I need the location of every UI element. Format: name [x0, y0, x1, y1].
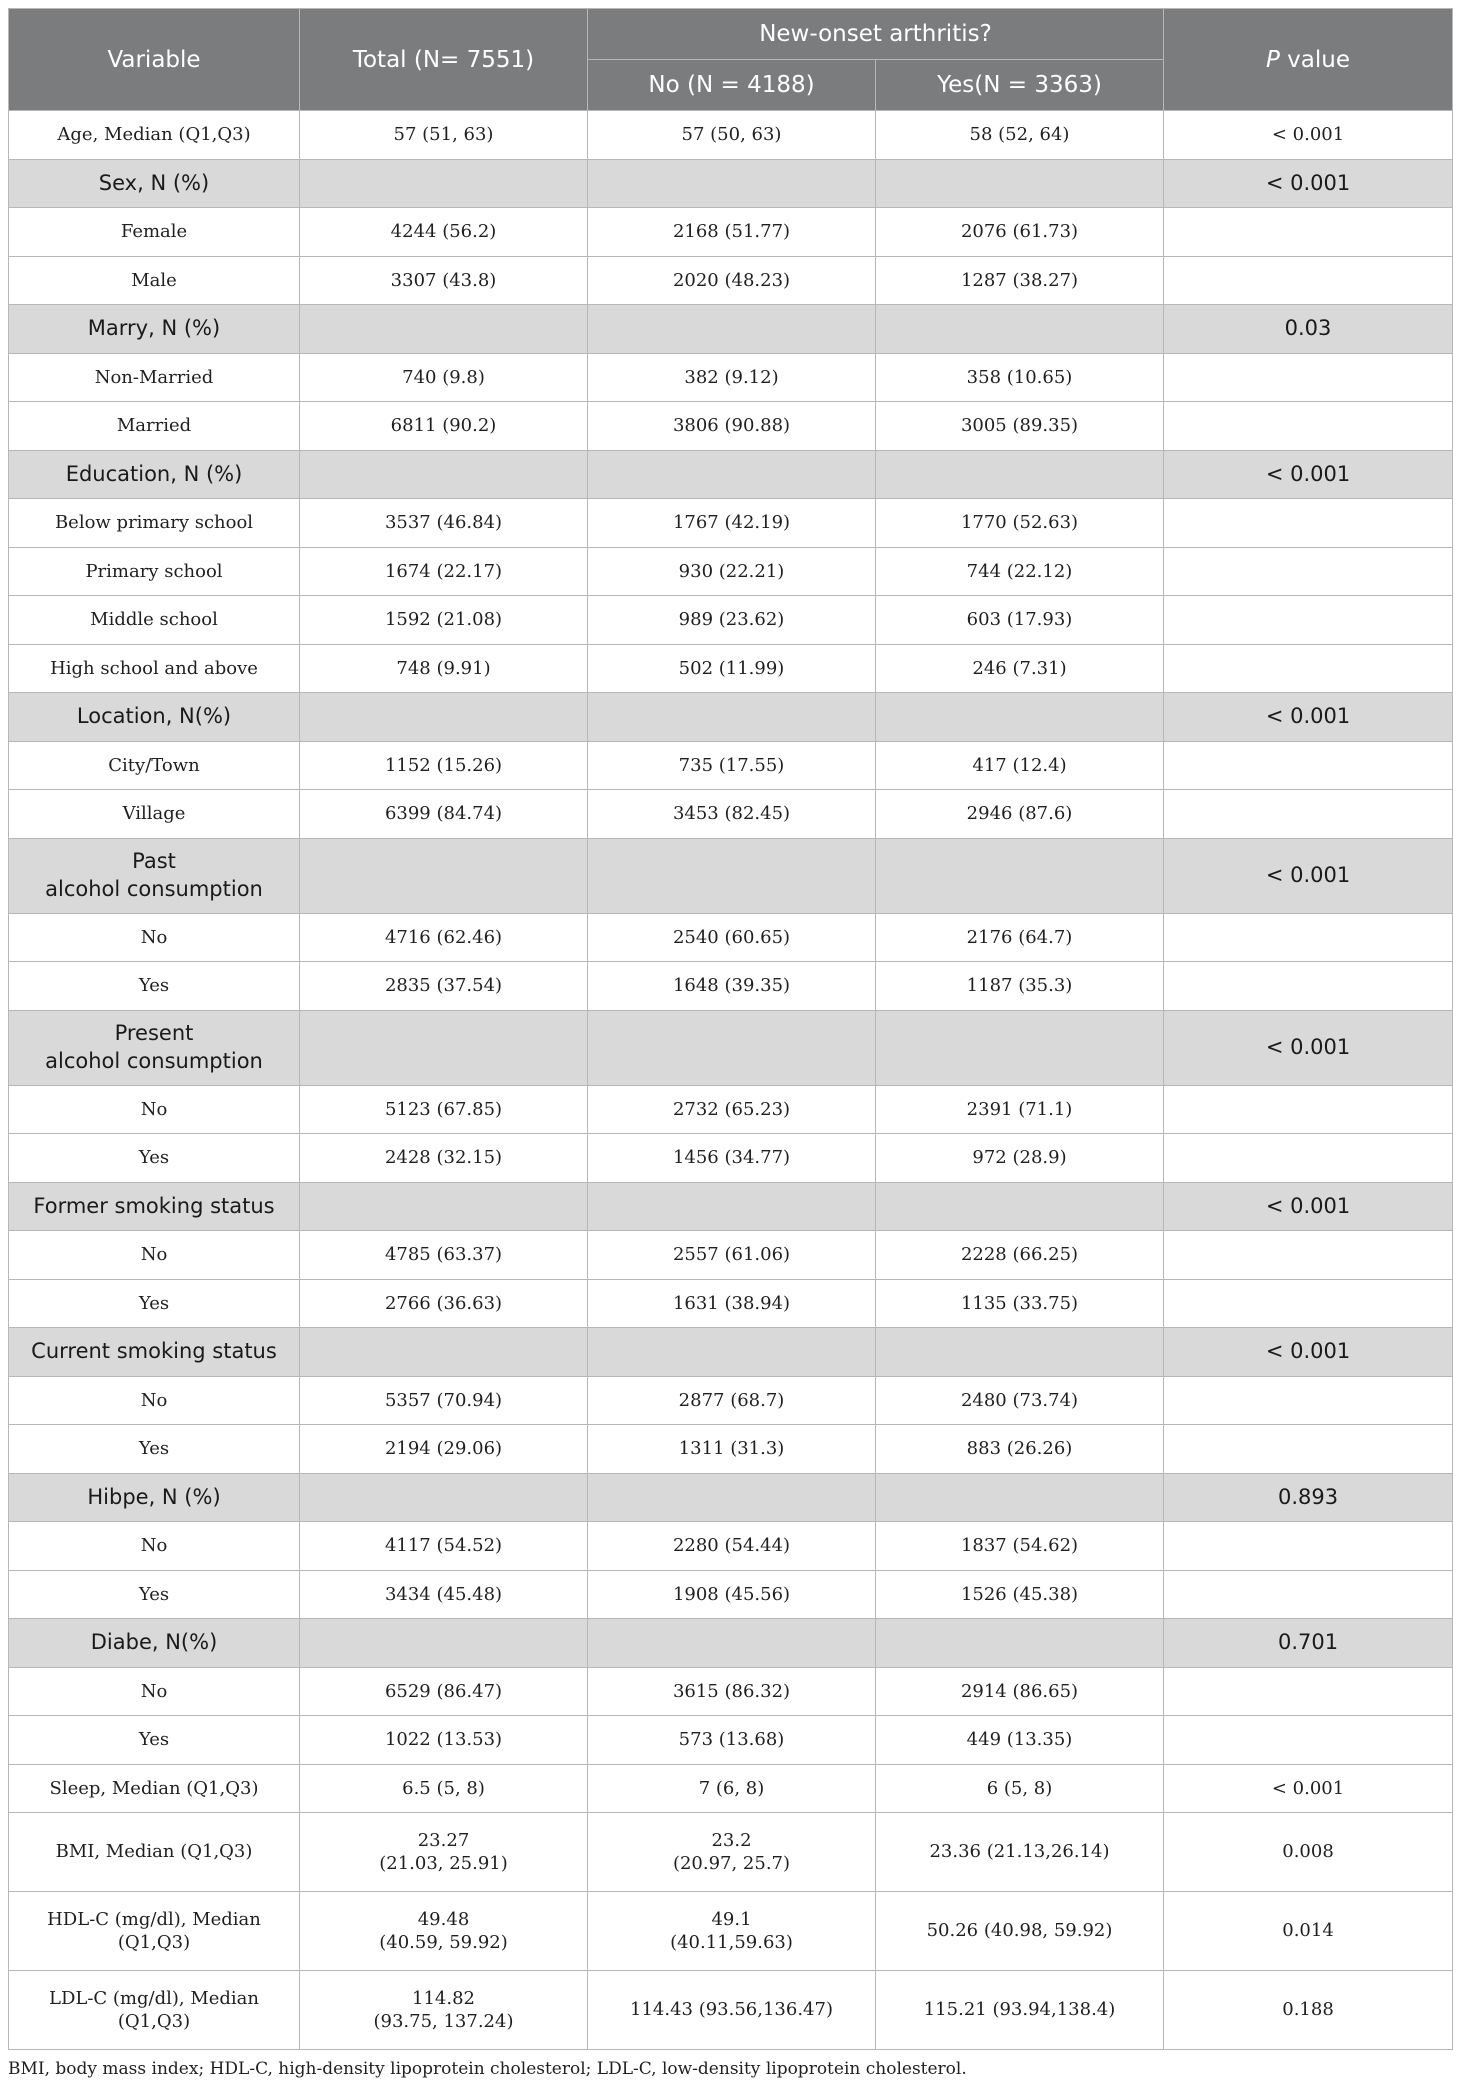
yes-cell: 358 (10.65)	[876, 353, 1164, 402]
table-body	[9, 111, 1453, 2050]
variable-cell: Male	[9, 256, 300, 305]
total-cell	[300, 159, 588, 208]
total-cell-line-2: (93.75, 137.24)	[373, 2011, 514, 2032]
yes-cell: 972 (28.9)	[876, 1134, 1164, 1183]
variable-cell: Non-Married	[9, 353, 300, 402]
group-row	[9, 693, 1453, 742]
yes-cell: 2228 (66.25)	[876, 1231, 1164, 1280]
p-value-cell: 0.893	[1164, 1473, 1453, 1522]
group-row	[9, 1010, 1453, 1085]
p-value-cell	[1164, 1522, 1453, 1571]
total-cell: 748 (9.91)	[300, 644, 588, 693]
yes-cell: 1187 (35.3)	[876, 962, 1164, 1011]
yes-cell: 2076 (61.73)	[876, 208, 1164, 257]
total-cell	[300, 1971, 588, 2050]
yes-cell	[876, 1473, 1164, 1522]
total-cell	[300, 1892, 588, 1971]
no-cell	[588, 305, 876, 354]
yes-cell: 23.36 (21.13,26.14)	[876, 1813, 1164, 1892]
no-cell: 114.43 (93.56,136.47)	[588, 1971, 876, 2050]
variable-cell: No	[9, 1231, 300, 1280]
total-cell: 4716 (62.46)	[300, 913, 588, 962]
table-row	[9, 208, 1453, 257]
variable-cell: Yes	[9, 962, 300, 1011]
group-label-line-2: alcohol consumption	[45, 1048, 263, 1073]
yes-cell	[876, 1328, 1164, 1377]
no-cell	[588, 1813, 876, 1892]
variable-cell: Yes	[9, 1279, 300, 1328]
variable-cell: Female	[9, 208, 300, 257]
header-yes: Yes(N = 3363)	[876, 60, 1164, 111]
variable-cell: Married	[9, 402, 300, 451]
total-cell: 5123 (67.85)	[300, 1085, 588, 1134]
p-value-cell	[1164, 741, 1453, 790]
total-cell-line-1: 23.27	[417, 1829, 470, 1851]
no-cell: 1767 (42.19)	[588, 499, 876, 548]
table-row	[9, 1134, 1453, 1183]
yes-cell: 58 (52, 64)	[876, 111, 1164, 160]
no-cell: 2280 (54.44)	[588, 1522, 876, 1571]
total-cell	[300, 693, 588, 742]
total-cell-line-1: 114.82	[412, 1987, 475, 2009]
total-cell: 1674 (22.17)	[300, 547, 588, 596]
total-cell: 5357 (70.94)	[300, 1376, 588, 1425]
p-value-cell: < 0.001	[1164, 450, 1453, 499]
total-cell: 2766 (36.63)	[300, 1279, 588, 1328]
no-cell: 2540 (60.65)	[588, 913, 876, 962]
variable-cell: No	[9, 1522, 300, 1571]
p-value-cell: < 0.001	[1164, 693, 1453, 742]
total-cell: 2428 (32.15)	[300, 1134, 588, 1183]
group-label	[9, 838, 300, 913]
variable-cell: Yes	[9, 1425, 300, 1474]
group-label: Diabe, N(%)	[9, 1619, 300, 1668]
yes-cell: 2914 (86.65)	[876, 1667, 1164, 1716]
yes-cell	[876, 693, 1164, 742]
header-no: No (N = 4188)	[588, 60, 876, 111]
p-value-cell	[1164, 1231, 1453, 1280]
table-row	[9, 1892, 1453, 1971]
no-cell	[588, 1010, 876, 1085]
table-row	[9, 790, 1453, 839]
yes-cell: 50.26 (40.98, 59.92)	[876, 1892, 1164, 1971]
group-label-line-1: Present	[114, 1021, 194, 1046]
p-value-cell: < 0.001	[1164, 1182, 1453, 1231]
no-cell	[588, 450, 876, 499]
p-value-cell	[1164, 1134, 1453, 1183]
variable-cell: Village	[9, 790, 300, 839]
table-row	[9, 499, 1453, 548]
total-cell: 4117 (54.52)	[300, 1522, 588, 1571]
no-cell	[588, 693, 876, 742]
group-label: Location, N(%)	[9, 693, 300, 742]
p-value-cell	[1164, 913, 1453, 962]
table-header	[9, 9, 1453, 111]
group-row	[9, 159, 1453, 208]
table-row	[9, 353, 1453, 402]
group-row	[9, 838, 1453, 913]
variable-cell: No	[9, 1376, 300, 1425]
yes-cell: 2946 (87.6)	[876, 790, 1164, 839]
header-p-italic: P	[1266, 46, 1280, 73]
total-cell: 6529 (86.47)	[300, 1667, 588, 1716]
table-row	[9, 547, 1453, 596]
p-value-cell	[1164, 1716, 1453, 1765]
header-variable: Variable	[9, 9, 300, 111]
p-value-cell: 0.188	[1164, 1971, 1453, 2050]
variable-cell: Yes	[9, 1716, 300, 1765]
total-cell	[300, 1619, 588, 1668]
table-row	[9, 596, 1453, 645]
yes-cell: 1837 (54.62)	[876, 1522, 1164, 1571]
p-value-cell	[1164, 1085, 1453, 1134]
p-value-cell	[1164, 596, 1453, 645]
table-row	[9, 1570, 1453, 1619]
total-cell-line-2: (21.03, 25.91)	[379, 1853, 508, 1874]
group-row	[9, 450, 1453, 499]
no-cell: 7 (6, 8)	[588, 1764, 876, 1813]
total-cell	[300, 1182, 588, 1231]
no-cell	[588, 838, 876, 913]
group-label: Current smoking status	[9, 1328, 300, 1377]
total-cell-line-1: 49.48	[417, 1908, 470, 1930]
table-row	[9, 402, 1453, 451]
total-cell: 740 (9.8)	[300, 353, 588, 402]
p-value-cell	[1164, 402, 1453, 451]
p-value-cell	[1164, 208, 1453, 257]
no-cell-line-2: (20.97, 25.7)	[672, 1853, 791, 1874]
variable-cell: Sleep, Median (Q1,Q3)	[9, 1764, 300, 1813]
variable-cell: Age, Median (Q1,Q3)	[9, 111, 300, 160]
p-value-cell: < 0.001	[1164, 111, 1453, 160]
table-row	[9, 256, 1453, 305]
no-cell: 3615 (86.32)	[588, 1667, 876, 1716]
table-page	[8, 8, 1452, 2079]
variable-cell	[9, 1971, 300, 2050]
group-label: Education, N (%)	[9, 450, 300, 499]
yes-cell	[876, 1182, 1164, 1231]
no-cell: 3453 (82.45)	[588, 790, 876, 839]
yes-cell	[876, 838, 1164, 913]
header-p-rest: value	[1279, 46, 1351, 73]
variable-cell-line-2: (Q1,Q3)	[117, 1932, 191, 1953]
no-cell: 3806 (90.88)	[588, 402, 876, 451]
total-cell	[300, 838, 588, 913]
no-cell: 2732 (65.23)	[588, 1085, 876, 1134]
variable-cell: Yes	[9, 1570, 300, 1619]
group-label: Former smoking status	[9, 1182, 300, 1231]
variable-cell-line-1: HDL-C (mg/dl), Median	[47, 1908, 261, 1930]
total-cell: 3537 (46.84)	[300, 499, 588, 548]
variable-cell: No	[9, 913, 300, 962]
no-cell: 382 (9.12)	[588, 353, 876, 402]
yes-cell: 744 (22.12)	[876, 547, 1164, 596]
table-row	[9, 1279, 1453, 1328]
no-cell	[588, 1892, 876, 1971]
p-value-cell: 0.03	[1164, 305, 1453, 354]
total-cell: 6811 (90.2)	[300, 402, 588, 451]
table-row	[9, 1425, 1453, 1474]
header-new-onset-arthritis: New-onset arthritis?	[588, 9, 1164, 60]
yes-cell	[876, 305, 1164, 354]
p-value-cell: 0.008	[1164, 1813, 1453, 1892]
group-label	[9, 1010, 300, 1085]
total-cell: 3434 (45.48)	[300, 1570, 588, 1619]
variable-cell	[9, 1892, 300, 1971]
no-cell: 1908 (45.56)	[588, 1570, 876, 1619]
total-cell: 2194 (29.06)	[300, 1425, 588, 1474]
no-cell: 1311 (31.3)	[588, 1425, 876, 1474]
yes-cell: 1287 (38.27)	[876, 256, 1164, 305]
yes-cell: 883 (26.26)	[876, 1425, 1164, 1474]
group-label-line-1: Past	[132, 849, 176, 874]
group-label: Sex, N (%)	[9, 159, 300, 208]
variable-cell-line-1: LDL-C (mg/dl), Median	[48, 1987, 260, 2009]
total-cell: 2835 (37.54)	[300, 962, 588, 1011]
yes-cell	[876, 1619, 1164, 1668]
no-cell: 2020 (48.23)	[588, 256, 876, 305]
yes-cell	[876, 159, 1164, 208]
p-value-cell	[1164, 1570, 1453, 1619]
no-cell: 57 (50, 63)	[588, 111, 876, 160]
p-value-cell	[1164, 790, 1453, 839]
no-cell	[588, 1328, 876, 1377]
yes-cell: 3005 (89.35)	[876, 402, 1164, 451]
table-row	[9, 1813, 1453, 1892]
header-p-value	[1164, 9, 1453, 111]
p-value-cell: < 0.001	[1164, 1764, 1453, 1813]
table-row	[9, 962, 1453, 1011]
variable-cell: Primary school	[9, 547, 300, 596]
table-row	[9, 1231, 1453, 1280]
total-cell: 57 (51, 63)	[300, 111, 588, 160]
yes-cell: 246 (7.31)	[876, 644, 1164, 693]
yes-cell: 1526 (45.38)	[876, 1570, 1164, 1619]
p-value-cell	[1164, 1667, 1453, 1716]
total-cell	[300, 305, 588, 354]
p-value-cell	[1164, 353, 1453, 402]
total-cell	[300, 1328, 588, 1377]
yes-cell: 115.21 (93.94,138.4)	[876, 1971, 1164, 2050]
group-row	[9, 305, 1453, 354]
variable-cell: BMI, Median (Q1,Q3)	[9, 1813, 300, 1892]
total-cell: 1152 (15.26)	[300, 741, 588, 790]
total-cell	[300, 1813, 588, 1892]
table-row	[9, 111, 1453, 160]
p-value-cell	[1164, 547, 1453, 596]
no-cell: 1631 (38.94)	[588, 1279, 876, 1328]
no-cell	[588, 159, 876, 208]
no-cell-line-1: 23.2	[711, 1829, 752, 1851]
variable-cell: Middle school	[9, 596, 300, 645]
p-value-cell: 0.014	[1164, 1892, 1453, 1971]
no-cell	[588, 1619, 876, 1668]
no-cell: 989 (23.62)	[588, 596, 876, 645]
table-row	[9, 1716, 1453, 1765]
yes-cell: 449 (13.35)	[876, 1716, 1164, 1765]
table-row	[9, 1085, 1453, 1134]
total-cell	[300, 450, 588, 499]
no-cell: 1456 (34.77)	[588, 1134, 876, 1183]
no-cell: 2557 (61.06)	[588, 1231, 876, 1280]
p-value-cell	[1164, 499, 1453, 548]
yes-cell: 603 (17.93)	[876, 596, 1164, 645]
variable-cell: Below primary school	[9, 499, 300, 548]
p-value-cell	[1164, 1279, 1453, 1328]
no-cell: 1648 (39.35)	[588, 962, 876, 1011]
yes-cell: 1135 (33.75)	[876, 1279, 1164, 1328]
no-cell: 573 (13.68)	[588, 1716, 876, 1765]
group-row	[9, 1328, 1453, 1377]
table-row	[9, 1667, 1453, 1716]
p-value-cell: < 0.001	[1164, 1328, 1453, 1377]
table-footnote: BMI, body mass index; HDL-C, high-density lipoprotein cholesterol; LDL-C, low-density lipoprotein cholesterol.	[8, 2059, 967, 2079]
total-cell: 6.5 (5, 8)	[300, 1764, 588, 1813]
group-label: Hibpe, N (%)	[9, 1473, 300, 1522]
total-cell	[300, 1010, 588, 1085]
group-label-line-2: alcohol consumption	[45, 876, 263, 901]
p-value-cell	[1164, 644, 1453, 693]
yes-cell: 6 (5, 8)	[876, 1764, 1164, 1813]
no-cell: 930 (22.21)	[588, 547, 876, 596]
total-cell	[300, 1473, 588, 1522]
total-cell: 3307 (43.8)	[300, 256, 588, 305]
baseline-characteristics-table	[8, 8, 1453, 2050]
table-row	[9, 644, 1453, 693]
group-row	[9, 1473, 1453, 1522]
no-cell: 502 (11.99)	[588, 644, 876, 693]
yes-cell: 417 (12.4)	[876, 741, 1164, 790]
yes-cell: 2391 (71.1)	[876, 1085, 1164, 1134]
table-row	[9, 1376, 1453, 1425]
table-row	[9, 913, 1453, 962]
table-row	[9, 1522, 1453, 1571]
yes-cell: 2480 (73.74)	[876, 1376, 1164, 1425]
no-cell	[588, 1182, 876, 1231]
p-value-cell	[1164, 962, 1453, 1011]
total-cell: 4244 (56.2)	[300, 208, 588, 257]
no-cell: 2877 (68.7)	[588, 1376, 876, 1425]
group-row	[9, 1619, 1453, 1668]
no-cell: 2168 (51.77)	[588, 208, 876, 257]
table-row	[9, 1971, 1453, 2050]
no-cell: 735 (17.55)	[588, 741, 876, 790]
variable-cell: Yes	[9, 1134, 300, 1183]
total-cell-line-2: (40.59, 59.92)	[379, 1932, 508, 1953]
yes-cell: 1770 (52.63)	[876, 499, 1164, 548]
yes-cell	[876, 450, 1164, 499]
p-value-cell	[1164, 1425, 1453, 1474]
variable-cell: No	[9, 1085, 300, 1134]
table-row	[9, 741, 1453, 790]
variable-cell: High school and above	[9, 644, 300, 693]
group-label: Marry, N (%)	[9, 305, 300, 354]
total-cell: 1022 (13.53)	[300, 1716, 588, 1765]
p-value-cell: < 0.001	[1164, 1010, 1453, 1085]
p-value-cell	[1164, 256, 1453, 305]
header-total: Total (N= 7551)	[300, 9, 588, 111]
p-value-cell: < 0.001	[1164, 159, 1453, 208]
yes-cell: 2176 (64.7)	[876, 913, 1164, 962]
p-value-cell: 0.701	[1164, 1619, 1453, 1668]
no-cell	[588, 1473, 876, 1522]
total-cell: 4785 (63.37)	[300, 1231, 588, 1280]
group-row	[9, 1182, 1453, 1231]
variable-cell-line-2: (Q1,Q3)	[117, 2011, 191, 2032]
variable-cell: No	[9, 1667, 300, 1716]
total-cell: 6399 (84.74)	[300, 790, 588, 839]
yes-cell	[876, 1010, 1164, 1085]
p-value-cell	[1164, 1376, 1453, 1425]
total-cell: 1592 (21.08)	[300, 596, 588, 645]
table-row	[9, 1764, 1453, 1813]
p-value-cell: < 0.001	[1164, 838, 1453, 913]
no-cell-line-1: 49.1	[711, 1908, 752, 1930]
no-cell-line-2: (40.11,59.63)	[670, 1932, 793, 1953]
variable-cell: City/Town	[9, 741, 300, 790]
